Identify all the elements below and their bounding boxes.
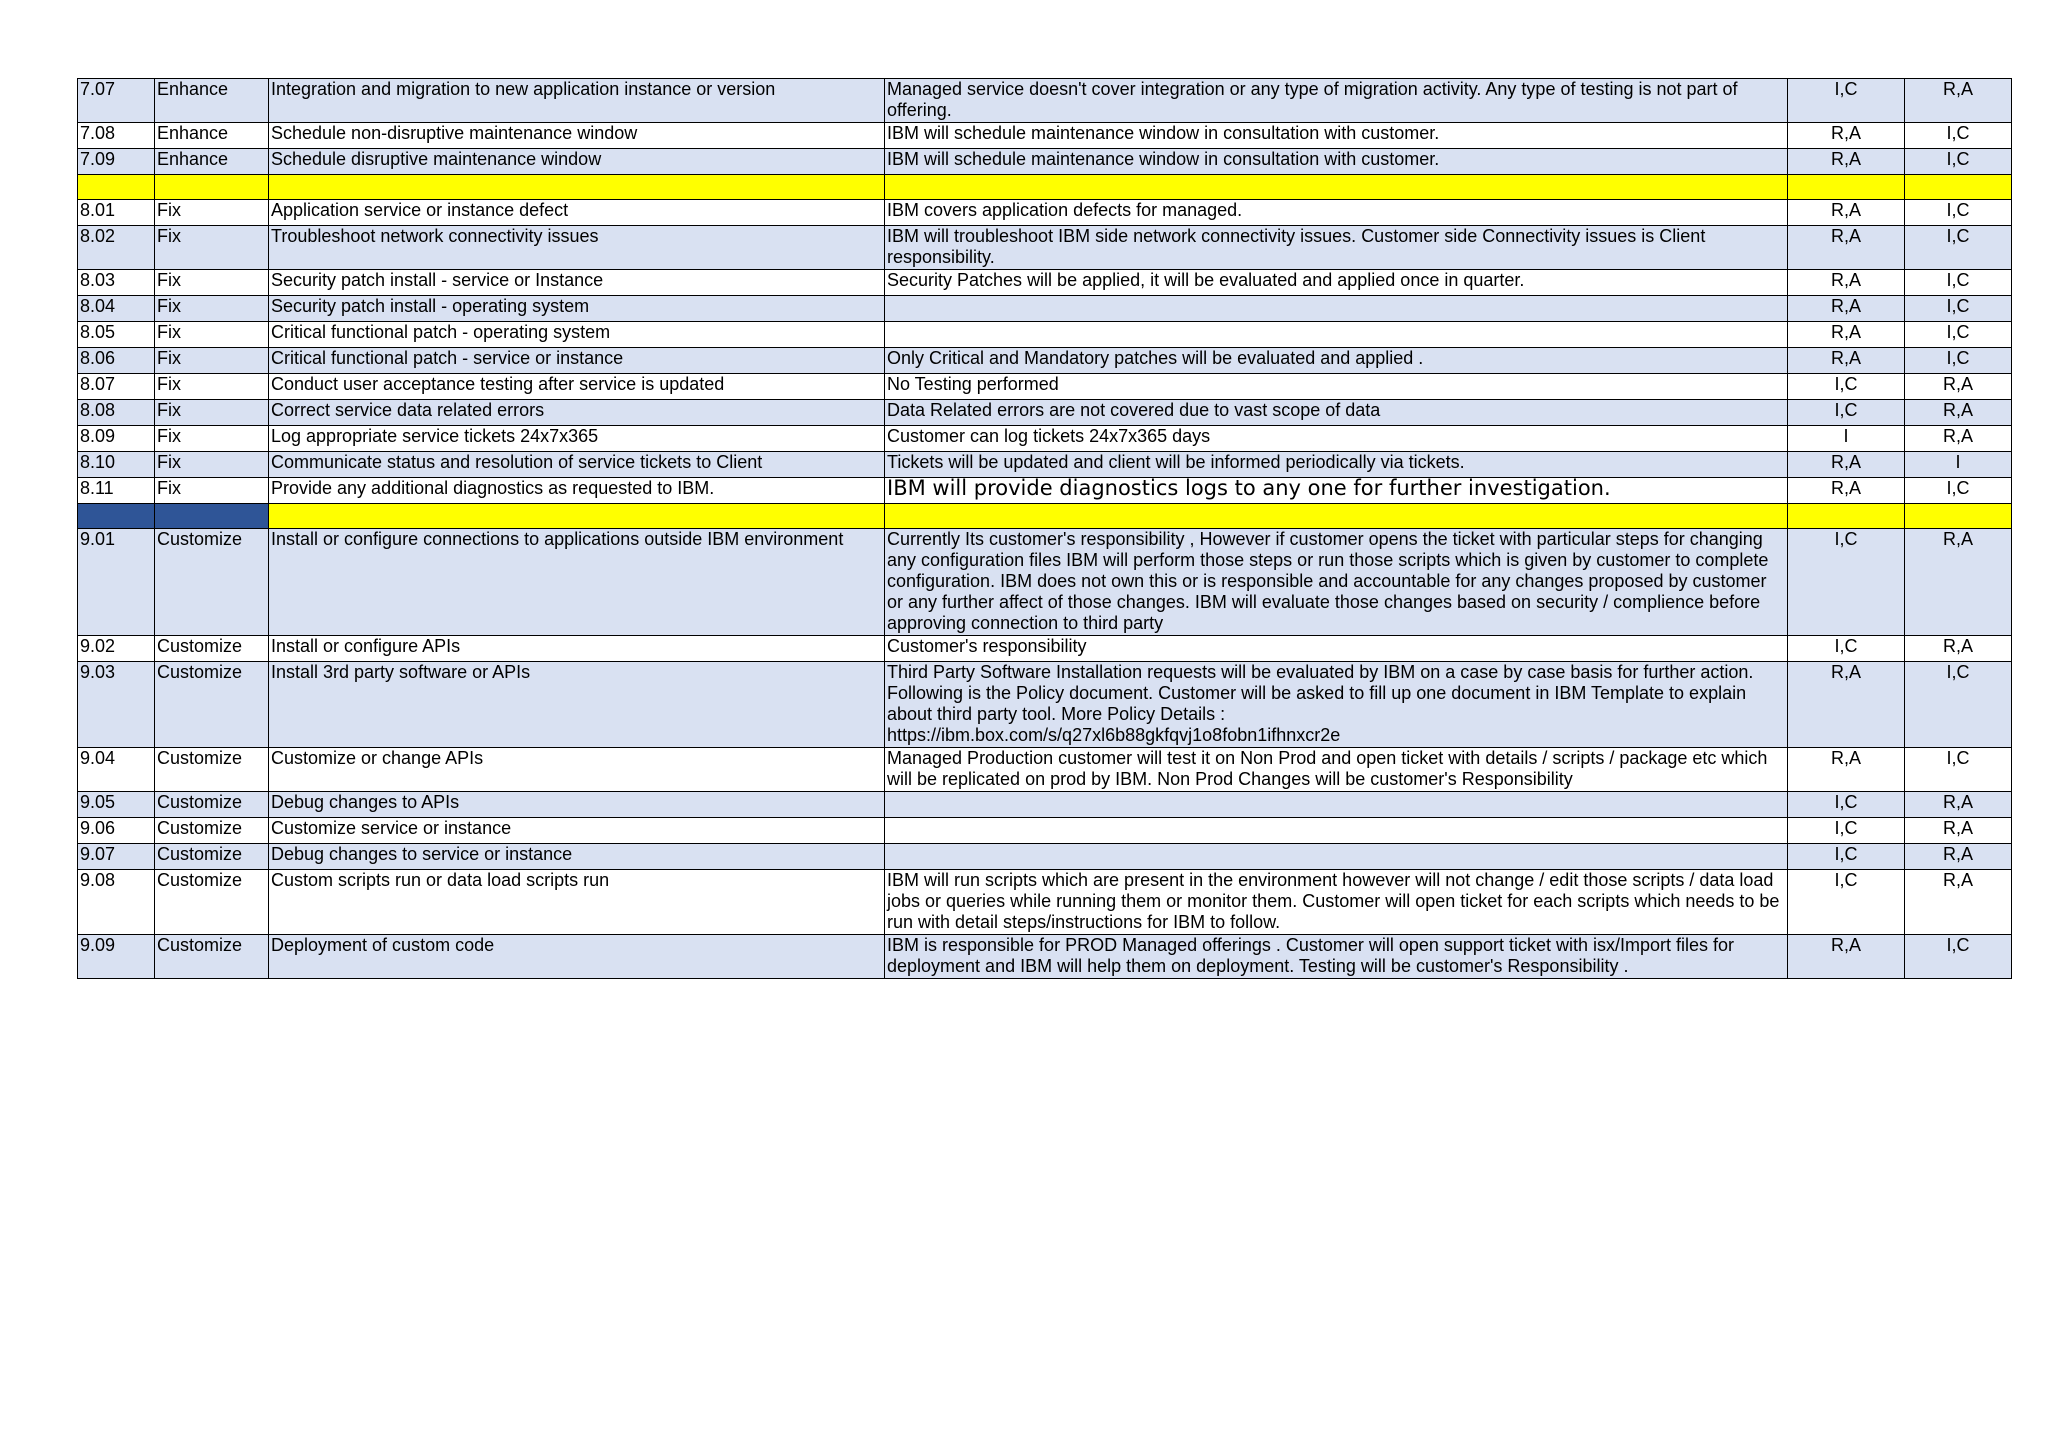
row-category: Enhance — [155, 79, 269, 123]
row-notes: Customer's responsibility — [885, 636, 1788, 662]
row-id: 8.08 — [78, 400, 155, 426]
separator-cell — [885, 175, 1788, 200]
row-ibm-raci: I,C — [1788, 844, 1905, 870]
row-ibm-raci: R,A — [1788, 200, 1905, 226]
row-notes: Managed service doesn't cover integration or any type of migration activity. Any type of testing is not part of offering. — [885, 79, 1788, 123]
row-customer-raci: R,A — [1905, 374, 2012, 400]
table-row — [78, 123, 2012, 149]
row-ibm-raci: R,A — [1788, 296, 1905, 322]
row-ibm-raci: I,C — [1788, 636, 1905, 662]
table-row — [78, 529, 2012, 636]
row-task: Install or configure APIs — [269, 636, 885, 662]
table-row — [78, 374, 2012, 400]
row-id: 8.05 — [78, 322, 155, 348]
separator-cell — [1905, 175, 2012, 200]
row-ibm-raci: R,A — [1788, 226, 1905, 270]
row-category: Fix — [155, 348, 269, 374]
separator-cell — [1788, 175, 1905, 200]
row-id: 8.11 — [78, 478, 155, 504]
row-category: Customize — [155, 870, 269, 935]
row-task: Critical functional patch - service or instance — [269, 348, 885, 374]
row-notes: No Testing performed — [885, 374, 1788, 400]
row-id: 9.06 — [78, 818, 155, 844]
row-ibm-raci: R,A — [1788, 123, 1905, 149]
row-notes: Currently Its customer's responsibility , However if customer opens the ticket with particular steps for changing any configuration files IBM will perform those steps or run those scripts which is given by customer to complete configuration. IBM does not own this or is responsible and accountable for any changes proposed by customer or any further affect of those changes. IBM will evaluate those changes based on security / complience before approving connection to third party — [885, 529, 1788, 636]
row-notes: Security Patches will be applied, it will be evaluated and applied once in quarter. — [885, 270, 1788, 296]
row-notes: IBM will schedule maintenance window in consultation with customer. — [885, 149, 1788, 175]
row-task: Integration and migration to new application instance or version — [269, 79, 885, 123]
row-task: Critical functional patch - operating system — [269, 322, 885, 348]
row-id: 8.02 — [78, 226, 155, 270]
row-category: Customize — [155, 529, 269, 636]
row-task: Customize or change APIs — [269, 748, 885, 792]
table-row — [78, 478, 2012, 504]
table-row — [78, 935, 2012, 979]
row-customer-raci: R,A — [1905, 426, 2012, 452]
table-row — [78, 818, 2012, 844]
table-row — [78, 870, 2012, 935]
row-customer-raci: R,A — [1905, 870, 2012, 935]
row-task: Correct service data related errors — [269, 400, 885, 426]
table-row — [78, 452, 2012, 478]
row-customer-raci: R,A — [1905, 818, 2012, 844]
table-row — [78, 348, 2012, 374]
row-customer-raci: I,C — [1905, 200, 2012, 226]
row-notes: Third Party Software Installation requests will be evaluated by IBM on a case by case basis for further action. Following is the Policy document. Customer will be asked to fill up one document in IBM Template to explain about third party tool. More Policy Details : — [887, 662, 1754, 724]
row-notes: Tickets will be updated and client will be informed periodically via tickets. — [885, 452, 1788, 478]
row-notes: IBM will troubleshoot IBM side network connectivity issues. Customer side Connectivity issues is Client responsibility. — [885, 226, 1788, 270]
row-id: 9.08 — [78, 870, 155, 935]
row-ibm-raci: R,A — [1788, 748, 1905, 792]
separator-cell — [885, 504, 1788, 529]
row-id: 9.09 — [78, 935, 155, 979]
row-task: Communicate status and resolution of service tickets to Client — [269, 452, 885, 478]
row-task: Log appropriate service tickets 24x7x365 — [269, 426, 885, 452]
table-row — [78, 322, 2012, 348]
row-task: Customize service or instance — [269, 818, 885, 844]
row-customer-raci: R,A — [1905, 529, 2012, 636]
policy-link[interactable]: https://ibm.box.com/s/q27xl6b88gkfqvj1o8fobn1ifhnxcr2e — [887, 725, 1341, 745]
row-notes — [885, 322, 1788, 348]
section-separator — [78, 504, 2012, 529]
row-task: Debug changes to APIs — [269, 792, 885, 818]
row-category: Fix — [155, 270, 269, 296]
row-task: Debug changes to service or instance — [269, 844, 885, 870]
row-customer-raci: I,C — [1905, 149, 2012, 175]
row-ibm-raci: R,A — [1788, 149, 1905, 175]
row-customer-raci: I,C — [1905, 748, 2012, 792]
row-customer-raci: I — [1905, 452, 2012, 478]
row-notes: IBM covers application defects for managed. — [885, 200, 1788, 226]
row-ibm-raci: I,C — [1788, 400, 1905, 426]
section-separator — [78, 175, 2012, 200]
row-task: Custom scripts run or data load scripts run — [269, 870, 885, 935]
row-task: Security patch install - operating system — [269, 296, 885, 322]
table-row — [78, 270, 2012, 296]
separator-cell — [78, 504, 155, 529]
row-category: Fix — [155, 296, 269, 322]
table-row — [78, 400, 2012, 426]
row-category: Enhance — [155, 123, 269, 149]
row-ibm-raci: I,C — [1788, 870, 1905, 935]
row-id: 8.10 — [78, 452, 155, 478]
table-row — [78, 748, 2012, 792]
row-notes-cell — [885, 662, 1788, 748]
row-category: Fix — [155, 322, 269, 348]
separator-cell — [155, 175, 269, 200]
row-notes: IBM will provide diagnostics logs to any one for further investigation. — [885, 478, 1788, 504]
separator-cell — [269, 504, 885, 529]
row-task: Security patch install - service or Instance — [269, 270, 885, 296]
table-row — [78, 662, 2012, 748]
row-customer-raci: R,A — [1905, 79, 2012, 123]
row-id: 7.08 — [78, 123, 155, 149]
row-notes — [885, 792, 1788, 818]
row-category: Customize — [155, 935, 269, 979]
table-row — [78, 149, 2012, 175]
row-customer-raci: I,C — [1905, 296, 2012, 322]
row-category: Fix — [155, 226, 269, 270]
row-task: Install 3rd party software or APIs — [269, 662, 885, 748]
row-category: Customize — [155, 662, 269, 748]
row-notes — [885, 844, 1788, 870]
row-category: Fix — [155, 400, 269, 426]
table-row — [78, 844, 2012, 870]
row-ibm-raci: I,C — [1788, 792, 1905, 818]
separator-cell — [1788, 504, 1905, 529]
table-row — [78, 792, 2012, 818]
separator-cell — [269, 175, 885, 200]
row-ibm-raci: I,C — [1788, 529, 1905, 636]
row-task: Schedule disruptive maintenance window — [269, 149, 885, 175]
table-row — [78, 296, 2012, 322]
row-category: Customize — [155, 844, 269, 870]
row-customer-raci: I,C — [1905, 123, 2012, 149]
row-customer-raci: I,C — [1905, 348, 2012, 374]
row-id: 8.03 — [78, 270, 155, 296]
row-id: 7.07 — [78, 79, 155, 123]
row-notes — [885, 818, 1788, 844]
row-id: 8.01 — [78, 200, 155, 226]
row-customer-raci: I,C — [1905, 662, 2012, 748]
row-notes: IBM will run scripts which are present in the environment however will not change / edit those scripts / data load jobs or queries while running them or monitor them. Customer will open ticket for each scripts which needs to be run with detail steps/instructions for IBM to follow. — [885, 870, 1788, 935]
row-ibm-raci: R,A — [1788, 452, 1905, 478]
row-category: Customize — [155, 818, 269, 844]
row-id: 9.04 — [78, 748, 155, 792]
row-id: 9.02 — [78, 636, 155, 662]
row-category: Fix — [155, 374, 269, 400]
table-row — [78, 200, 2012, 226]
row-category: Fix — [155, 452, 269, 478]
row-notes: IBM will schedule maintenance window in consultation with customer. — [885, 123, 1788, 149]
row-ibm-raci: I,C — [1788, 818, 1905, 844]
row-customer-raci: R,A — [1905, 636, 2012, 662]
row-category: Customize — [155, 748, 269, 792]
row-customer-raci: R,A — [1905, 792, 2012, 818]
row-category: Fix — [155, 478, 269, 504]
separator-cell — [78, 175, 155, 200]
row-customer-raci: I,C — [1905, 270, 2012, 296]
row-customer-raci: I,C — [1905, 935, 2012, 979]
row-id: 8.07 — [78, 374, 155, 400]
separator-cell — [155, 504, 269, 529]
table-row — [78, 79, 2012, 123]
table-row — [78, 426, 2012, 452]
row-id: 8.04 — [78, 296, 155, 322]
row-ibm-raci: R,A — [1788, 348, 1905, 374]
row-id: 7.09 — [78, 149, 155, 175]
row-category: Customize — [155, 792, 269, 818]
row-task: Install or configure connections to applications outside IBM environment — [269, 529, 885, 636]
row-notes: Only Critical and Mandatory patches will be evaluated and applied . — [885, 348, 1788, 374]
row-task: Schedule non-disruptive maintenance window — [269, 123, 885, 149]
row-notes: IBM is responsible for PROD Managed offerings . Customer will open support ticket with isx/Import files for deployment and IBM will help them on deployment. Testing will be customer's Responsibility . — [885, 935, 1788, 979]
row-ibm-raci: I,C — [1788, 79, 1905, 123]
table-row — [78, 226, 2012, 270]
row-notes — [885, 296, 1788, 322]
row-category: Enhance — [155, 149, 269, 175]
row-ibm-raci: R,A — [1788, 935, 1905, 979]
row-ibm-raci: R,A — [1788, 322, 1905, 348]
row-task: Troubleshoot network connectivity issues — [269, 226, 885, 270]
row-category: Customize — [155, 636, 269, 662]
row-id: 9.05 — [78, 792, 155, 818]
row-ibm-raci: R,A — [1788, 478, 1905, 504]
row-task: Conduct user acceptance testing after service is updated — [269, 374, 885, 400]
row-category: Fix — [155, 426, 269, 452]
row-task: Application service or instance defect — [269, 200, 885, 226]
row-customer-raci: R,A — [1905, 400, 2012, 426]
row-id: 9.01 — [78, 529, 155, 636]
responsibility-table — [77, 78, 2012, 979]
row-category: Fix — [155, 200, 269, 226]
row-customer-raci: I,C — [1905, 322, 2012, 348]
row-id: 8.09 — [78, 426, 155, 452]
row-ibm-raci: I — [1788, 426, 1905, 452]
table-row — [78, 636, 2012, 662]
row-notes: Data Related errors are not covered due to vast scope of data — [885, 400, 1788, 426]
row-ibm-raci: R,A — [1788, 270, 1905, 296]
row-customer-raci: I,C — [1905, 226, 2012, 270]
row-customer-raci: I,C — [1905, 478, 2012, 504]
row-notes: Managed Production customer will test it on Non Prod and open ticket with details / scripts / package etc which will be replicated on prod by IBM. Non Prod Changes will be customer's Responsibility — [885, 748, 1788, 792]
row-id: 9.03 — [78, 662, 155, 748]
row-task: Provide any additional diagnostics as requested to IBM. — [269, 478, 885, 504]
row-task: Deployment of custom code — [269, 935, 885, 979]
row-id: 9.07 — [78, 844, 155, 870]
separator-cell — [1905, 504, 2012, 529]
row-ibm-raci: I,C — [1788, 374, 1905, 400]
row-ibm-raci: R,A — [1788, 662, 1905, 748]
row-notes: Customer can log tickets 24x7x365 days — [885, 426, 1788, 452]
row-customer-raci: R,A — [1905, 844, 2012, 870]
row-id: 8.06 — [78, 348, 155, 374]
